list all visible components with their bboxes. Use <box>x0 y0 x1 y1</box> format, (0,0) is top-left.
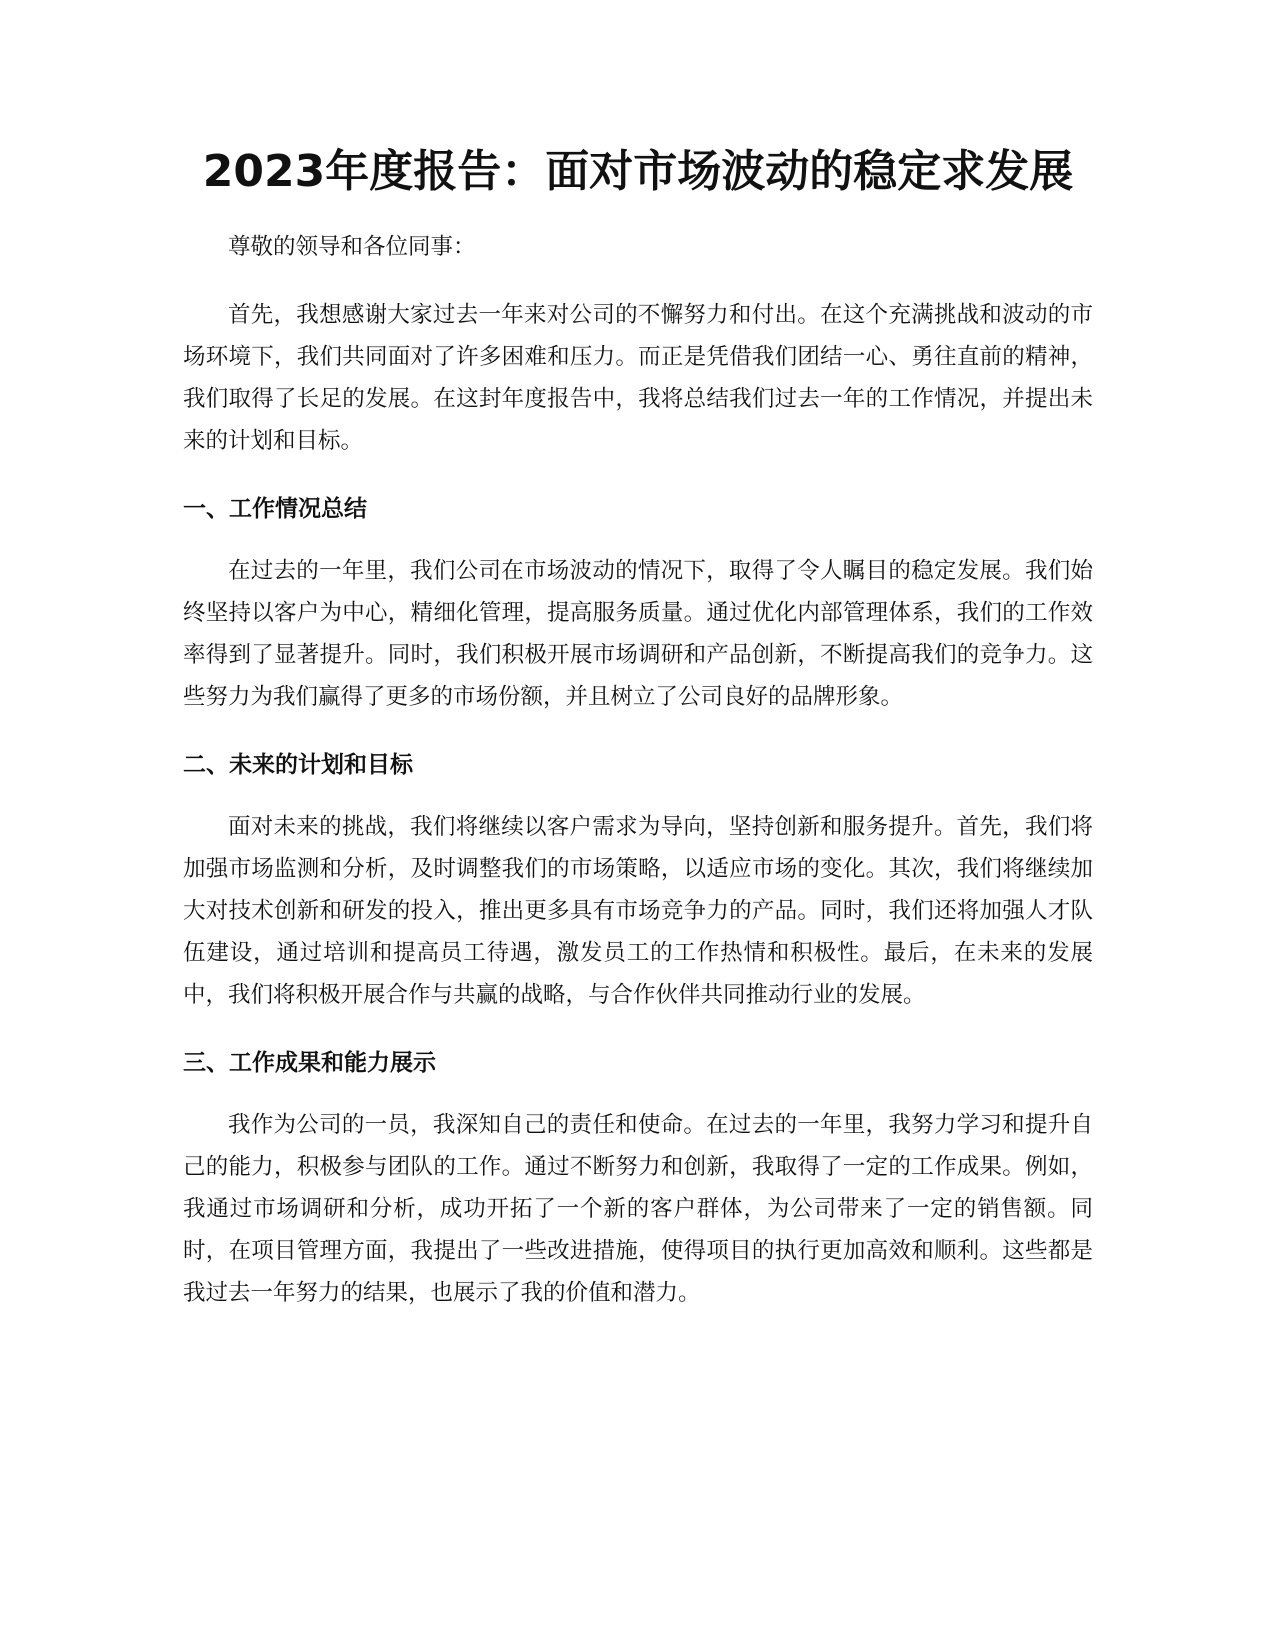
intro-paragraph: 首先，我想感谢大家过去一年来对公司的不懈努力和付出。在这个充满挑战和波动的市场环境下，我们共同面对了许多困难和压力。而正是凭借我们团结一心、勇往直前的精神，我们取得了长足的发展。在这封年度报告中，我将总结我们过去一年的工作情况，并提出未来的计划和目标。 <box>183 302 1093 454</box>
section-heading: 二、未来的计划和目标 <box>183 752 413 778</box>
section-heading: 三、工作成果和能力展示 <box>183 1050 436 1076</box>
section-work-summary <box>183 488 1093 718</box>
section-future-plans <box>183 744 1093 1016</box>
section-body: 我作为公司的一员，我深知自己的责任和使命。在过去的一年里，我努力学习和提升自己的能力，积极参与团队的工作。通过不断努力和创新，我取得了一定的工作成果。例如，我通过市场调研和分析，成功开拓了一个新的客户群体，为公司带来了一定的销售额。同时，在项目管理方面，我提出了一些改进措施，使得项目的执行更加高效和顺利。这些都是我过去一年努力的结果，也展示了我的价值和潜力。 <box>183 1112 1093 1306</box>
section-heading: 一、工作情况总结 <box>183 496 367 522</box>
greeting-paragraph: 尊敬的领导和各位同事： <box>228 234 476 260</box>
document-page <box>183 140 1093 1340</box>
section-body: 面对未来的挑战，我们将继续以客户需求为导向，坚持创新和服务提升。首先，我们将加强市场监测和分析，及时调整我们的市场策略，以适应市场的变化。其次，我们将继续加大对技术创新和研发的投入，推出更多具有市场竞争力的产品。同时，我们还将加强人才队伍建设，通过培训和提高员工待遇，激发员工的工作热情和积极性。最后，在未来的发展中，我们将积极开展合作与共赢的战略，与合作伙伴共同推动行业的发展。 <box>183 814 1093 1008</box>
document-title: 2023年度报告：面对市场波动的稳定求发展 <box>202 146 1074 197</box>
section-achievements <box>183 1042 1093 1314</box>
section-body: 在过去的一年里，我们公司在市场波动的情况下，取得了令人瞩目的稳定发展。我们始终坚持以客户为中心，精细化管理，提高服务质量。通过优化内部管理体系，我们的工作效率得到了显著提升。同时，我们积极开展市场调研和产品创新，不断提高我们的竞争力。这些努力为我们赢得了更多的市场份额，并且树立了公司良好的品牌形象。 <box>183 558 1093 710</box>
